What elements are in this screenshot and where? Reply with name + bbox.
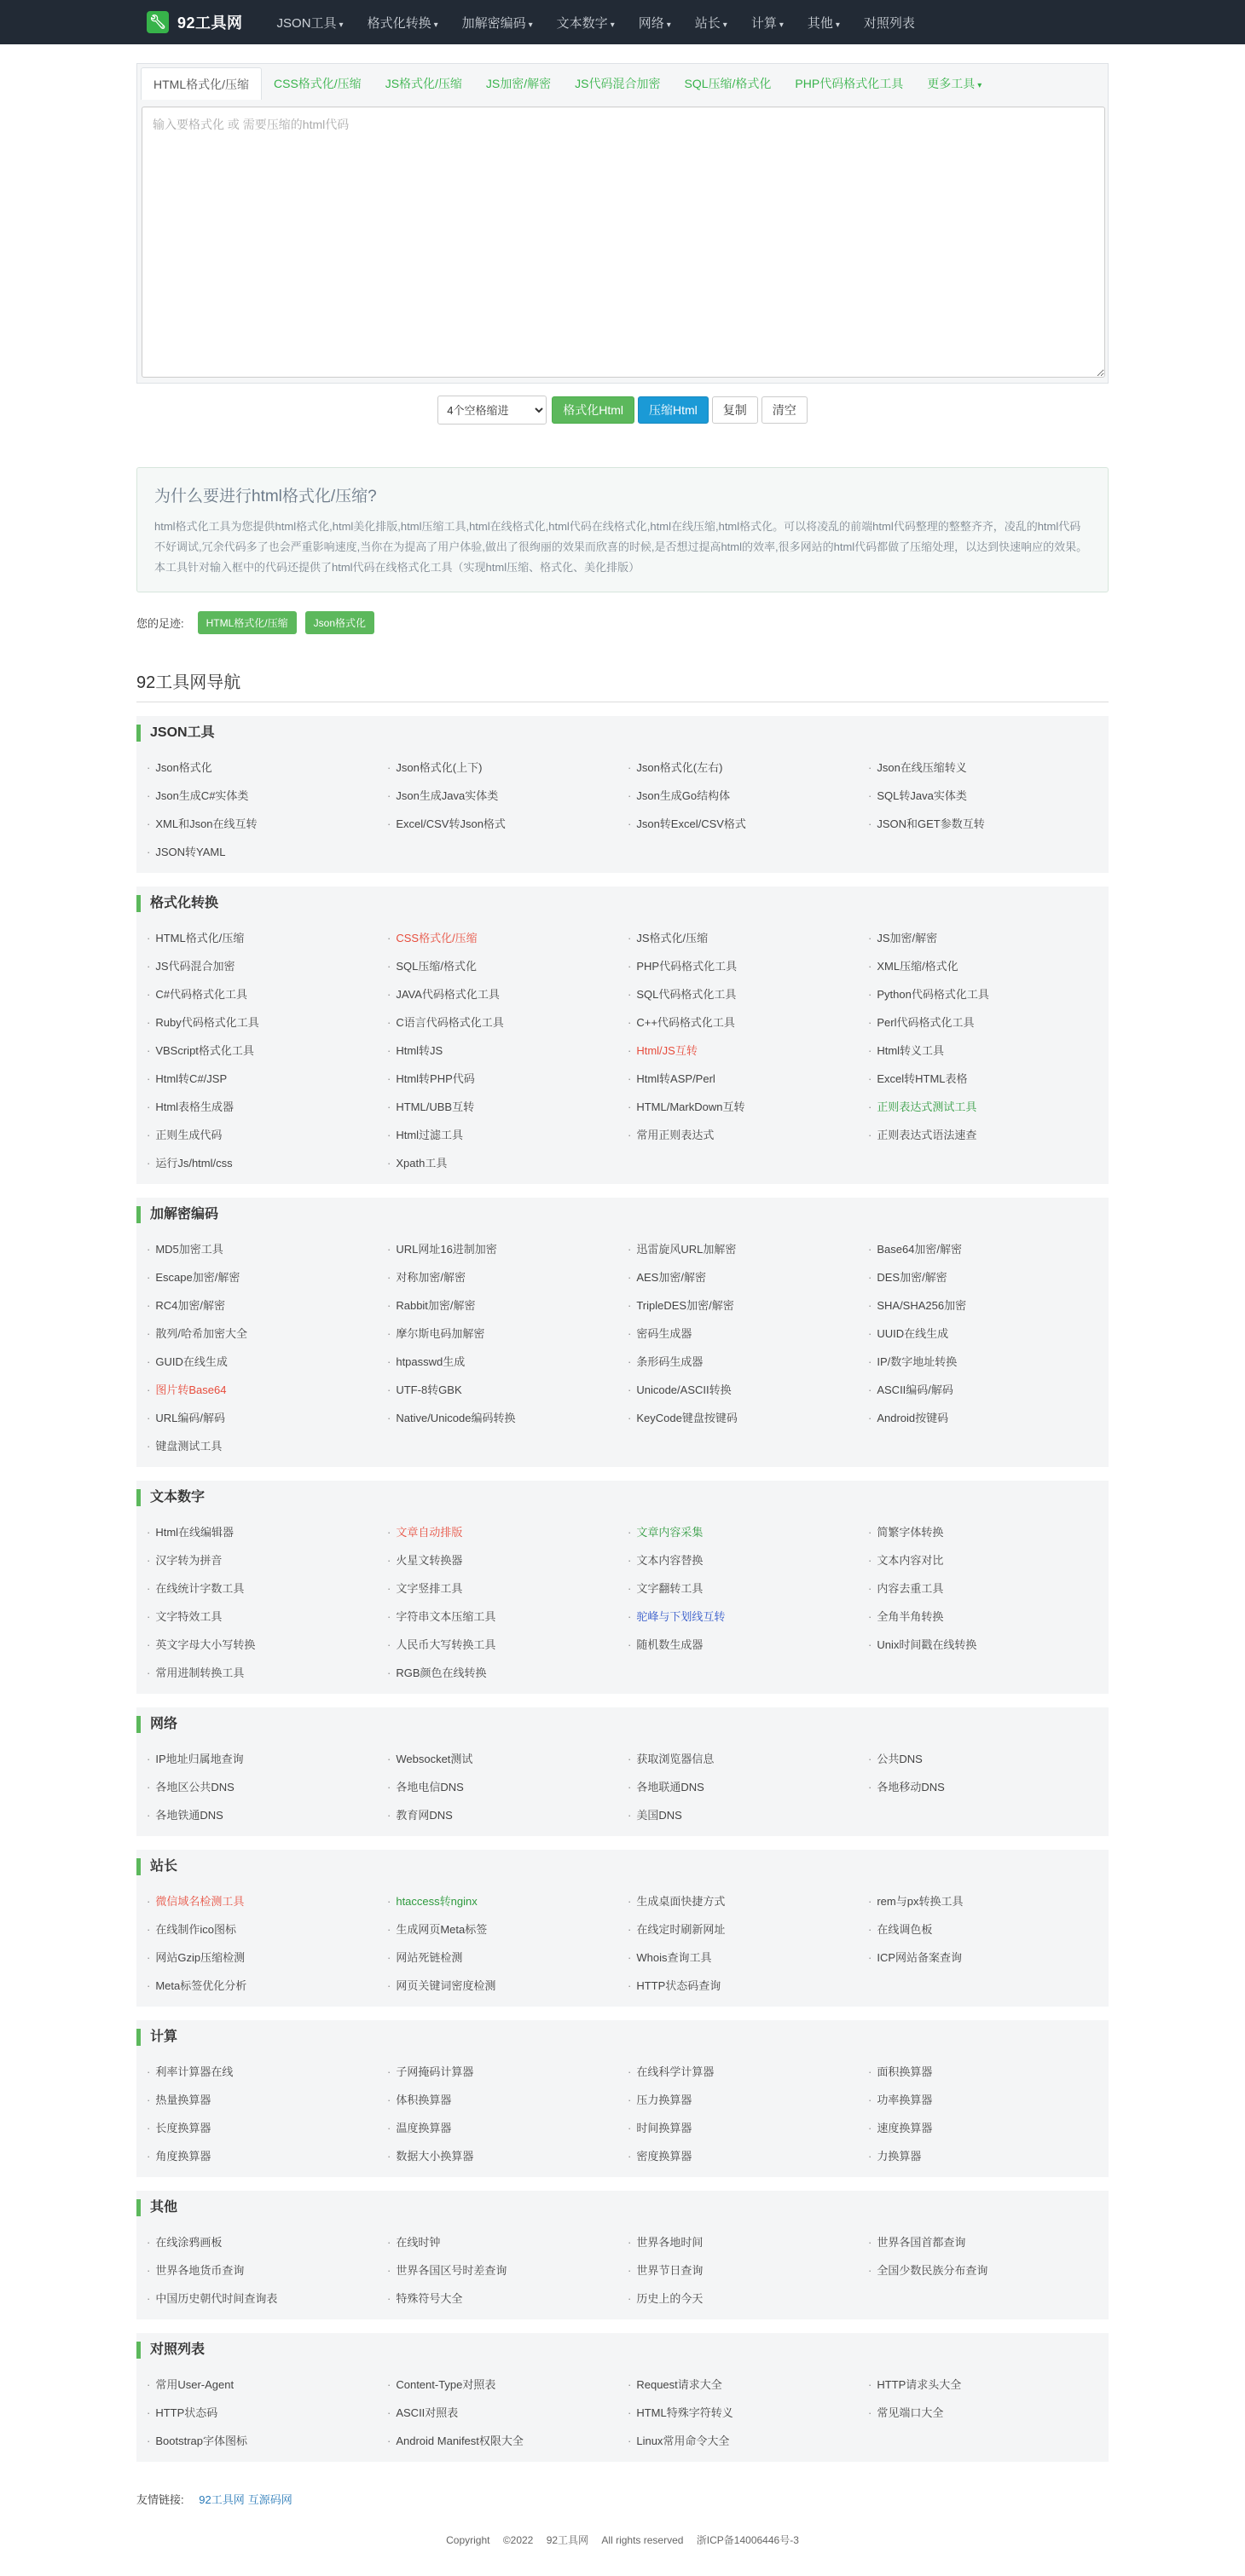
tool-link[interactable]: · 公共DNS	[868, 1745, 1109, 1773]
tool-link[interactable]: · 正则表达式测试工具	[868, 1093, 1109, 1121]
friend-links-label: 友情链接:	[136, 2493, 184, 2506]
tool-link[interactable]: · RC4加密/解密	[147, 1291, 387, 1320]
tool-link[interactable]: · 运行Js/html/css	[147, 1149, 387, 1177]
category-link-grid	[136, 2058, 1109, 2170]
tool-link[interactable]: · Json格式化	[147, 754, 387, 782]
tool-link[interactable]: · Html转PHP代码	[387, 1065, 628, 1093]
compress-html-button[interactable]: 压缩Html	[638, 396, 709, 424]
tool-tab[interactable]	[673, 67, 784, 100]
tool-link[interactable]: · 全国少数民族分布查询	[868, 2256, 1109, 2284]
tool-link[interactable]: · 正则生成代码	[147, 1121, 387, 1149]
category-link-grid	[136, 924, 1109, 1177]
category-section	[136, 716, 1109, 873]
tool-link[interactable]: · UTF-8转GBK	[387, 1376, 628, 1404]
tool-link[interactable]: · 火星文转换器	[387, 1546, 628, 1574]
brand-logo[interactable]	[147, 11, 243, 33]
tool-link[interactable]: · 长度换算器	[147, 2114, 387, 2142]
tool-link[interactable]: · Request请求大全	[628, 2371, 868, 2399]
nav-menu-label: 其他	[807, 15, 833, 31]
tool-tab[interactable]	[563, 67, 672, 100]
tool-link[interactable]: · Excel转HTML表格	[868, 1065, 1109, 1093]
tool-link[interactable]: · 密码生成器	[628, 1320, 868, 1348]
tool-link[interactable]: · 字符串文本压缩工具	[387, 1603, 628, 1631]
clear-button[interactable]: 清空	[761, 396, 808, 424]
tool-link[interactable]: · Content-Type对照表	[387, 2371, 628, 2399]
category-title: 加解密编码	[136, 1206, 1109, 1223]
tool-link[interactable]: · 驼峰与下划线互转	[628, 1603, 868, 1631]
tool-link[interactable]: · 文本内容替换	[628, 1546, 868, 1574]
tool-link[interactable]: · IP地址归属地查询	[147, 1745, 387, 1773]
tool-tab[interactable]	[915, 67, 993, 100]
tool-link[interactable]: · UUID在线生成	[868, 1320, 1109, 1348]
tool-link[interactable]: · 对称加密/解密	[387, 1263, 628, 1291]
tool-link[interactable]: · 随机数生成器	[628, 1631, 868, 1659]
tool-link[interactable]: · 在线统计字数工具	[147, 1574, 387, 1603]
tool-link[interactable]: · XML和Json在线互转	[147, 810, 387, 838]
nav-menu-label: 计算	[750, 15, 777, 31]
tool-link[interactable]: · htpasswd生成	[387, 1348, 628, 1376]
tool-link[interactable]: · SQL压缩/格式化	[387, 952, 628, 980]
tool-link[interactable]: · VBScript格式化工具	[147, 1037, 387, 1065]
tool-link[interactable]: · 在线时钟	[387, 2228, 628, 2256]
tool-link[interactable]: · Base64加密/解密	[868, 1235, 1109, 1263]
tool-link[interactable]: · 键盘测试工具	[147, 1432, 387, 1460]
tool-tab[interactable]	[374, 67, 474, 100]
nav-menu-item[interactable]	[796, 14, 852, 32]
nav-menu-item[interactable]	[545, 14, 627, 32]
tool-link[interactable]: · Rabbit加密/解密	[387, 1291, 628, 1320]
category-section	[136, 1850, 1109, 2007]
tool-link[interactable]: · JS代码混合加密	[147, 952, 387, 980]
tool-link[interactable]: · 网站死链检测	[387, 1944, 628, 1972]
tool-link[interactable]: · 迅雷旋风URL加解密	[628, 1235, 868, 1263]
tool-link[interactable]: · 各地铁通DNS	[147, 1801, 387, 1829]
tool-link[interactable]: · Native/Unicode编码转换	[387, 1404, 628, 1432]
tool-link[interactable]: · 生成桌面快捷方式	[628, 1887, 868, 1915]
tool-link[interactable]: · Json生成Go结构体	[628, 782, 868, 810]
category-list	[136, 716, 1109, 2462]
tool-link[interactable]: · Html转义工具	[868, 1037, 1109, 1065]
tool-link[interactable]: · Whois查询工具	[628, 1944, 868, 1972]
tool-link[interactable]: · AES加密/解密	[628, 1263, 868, 1291]
tool-link[interactable]: · Json生成Java实体类	[387, 782, 628, 810]
category-link-grid	[136, 1518, 1109, 1687]
tool-link[interactable]: · Json生成C#实体类	[147, 782, 387, 810]
tool-link[interactable]: · 汉字转为拼音	[147, 1546, 387, 1574]
main-container	[136, 63, 1109, 2576]
footprint-label: 您的足迹:	[136, 617, 184, 630]
tool-link[interactable]: · 文字竖排工具	[387, 1574, 628, 1603]
tool-link[interactable]: · JSON和GET参数互转	[868, 810, 1109, 838]
nav-menu-label: 文本数字	[556, 15, 608, 31]
tool-link[interactable]: · MD5加密工具	[147, 1235, 387, 1263]
tool-link[interactable]: · KeyCode键盘按键码	[628, 1404, 868, 1432]
nav-menu-item[interactable]	[356, 14, 450, 32]
tool-link[interactable]: · Html/JS互转	[628, 1037, 868, 1065]
tool-link[interactable]: · 时间换算器	[628, 2114, 868, 2142]
category-title: JSON工具	[136, 725, 1109, 742]
tool-link[interactable]: · 文章内容采集	[628, 1518, 868, 1546]
tool-link[interactable]: · 在线调色板	[868, 1915, 1109, 1944]
tool-link[interactable]: · URL编码/解码	[147, 1404, 387, 1432]
tool-link[interactable]: · 历史上的今天	[628, 2284, 868, 2313]
tool-link[interactable]: · 在线科学计算器	[628, 2058, 868, 2086]
tool-link[interactable]: · 各地移动DNS	[868, 1773, 1109, 1801]
nav-menu-item[interactable]	[450, 14, 545, 32]
tool-link[interactable]: · 在线涂鸦画板	[147, 2228, 387, 2256]
tool-link[interactable]: · 密度换算器	[628, 2142, 868, 2170]
tool-link[interactable]: · C++代码格式化工具	[628, 1008, 868, 1037]
category-title: 格式化转换	[136, 895, 1109, 912]
tool-link[interactable]: · Unicode/ASCII转换	[628, 1376, 868, 1404]
tool-link[interactable]: · HTTP状态码查询	[628, 1972, 868, 2000]
tool-link[interactable]: · 微信域名检测工具	[147, 1887, 387, 1915]
format-html-button[interactable]: 格式化Html	[552, 396, 634, 424]
tool-link[interactable]: · HTTP请求头大全	[868, 2371, 1109, 2399]
tool-link[interactable]: · 文本内容对比	[868, 1546, 1109, 1574]
tool-link[interactable]: · HTML/MarkDown互转	[628, 1093, 868, 1121]
tool-link[interactable]: · HTTP状态码	[147, 2399, 387, 2427]
tool-link[interactable]: · 体积换算器	[387, 2086, 628, 2114]
tool-link[interactable]: · Excel/CSV转Json格式	[387, 810, 628, 838]
tool-link[interactable]: · Escape加密/解密	[147, 1263, 387, 1291]
footprint-bar	[136, 611, 1109, 634]
footer-site: 92工具网	[546, 2534, 589, 2546]
tool-link[interactable]: · 内容去重工具	[868, 1574, 1109, 1603]
copy-button[interactable]: 复制	[712, 396, 758, 424]
caret-down-icon: ▾	[977, 81, 982, 90]
tool-link[interactable]: · Websocket测试	[387, 1745, 628, 1773]
category-link-grid	[136, 1745, 1109, 1829]
tool-link[interactable]: · 摩尔斯电码加解密	[387, 1320, 628, 1348]
tool-link[interactable]: · 数据大小换算器	[387, 2142, 628, 2170]
tool-link[interactable]: · 世界各地时间	[628, 2228, 868, 2256]
tool-link[interactable]: · Android按键码	[868, 1404, 1109, 1432]
tool-link[interactable]: · 面积换算器	[868, 2058, 1109, 2086]
category-title: 其他	[136, 2199, 1109, 2216]
tool-link[interactable]: · 各地联通DNS	[628, 1773, 868, 1801]
indent-select[interactable]	[437, 396, 547, 425]
tool-link[interactable]: · 生成网页Meta标签	[387, 1915, 628, 1944]
caret-down-icon: ▾	[779, 20, 784, 30]
tool-link[interactable]: · IP/数字地址转换	[868, 1348, 1109, 1376]
tool-link[interactable]: · Ruby代码格式化工具	[147, 1008, 387, 1037]
nav-menu-label: 格式化转换	[367, 15, 431, 31]
tool-link[interactable]: · 英文字母大小写转换	[147, 1631, 387, 1659]
tool-tab-label: PHP代码格式化工具	[795, 77, 904, 90]
tool-link[interactable]: · 世界各国首都查询	[868, 2228, 1109, 2256]
tool-link[interactable]: · 力换算器	[868, 2142, 1109, 2170]
tool-tab[interactable]	[474, 67, 563, 100]
tool-link[interactable]: · 各地电信DNS	[387, 1773, 628, 1801]
tool-link[interactable]: · JS加密/解密	[868, 924, 1109, 952]
tool-link[interactable]: · 压力换算器	[628, 2086, 868, 2114]
wrench-icon: 🔧︎	[147, 11, 169, 33]
html-code-input[interactable]	[142, 107, 1105, 378]
tool-link[interactable]: · 条形码生成器	[628, 1348, 868, 1376]
tool-link[interactable]: · 简繁字体转换	[868, 1518, 1109, 1546]
brand-name: 92工具网	[177, 14, 243, 32]
tool-panel	[136, 63, 1109, 384]
tool-link[interactable]: · htaccess转nginx	[387, 1887, 628, 1915]
tool-link[interactable]: · 热量换算器	[147, 2086, 387, 2114]
nav-menu-item[interactable]	[739, 14, 796, 32]
tool-tab[interactable]	[783, 67, 915, 100]
tool-link[interactable]: · 世界各地货币查询	[147, 2256, 387, 2284]
tool-link[interactable]: · HTML/UBB互转	[387, 1093, 628, 1121]
footer-copyright: Copyright	[446, 2534, 490, 2546]
tool-link[interactable]: · 人民币大写转换工具	[387, 1631, 628, 1659]
category-link-grid	[136, 2228, 1109, 2313]
nav-menu-label: 对照列表	[863, 15, 915, 31]
tool-link[interactable]: · 文章自动排版	[387, 1518, 628, 1546]
category-section	[136, 2333, 1109, 2462]
tool-link[interactable]: · RGB颜色在线转换	[387, 1659, 628, 1687]
tool-link[interactable]: · 常用进制转换工具	[147, 1659, 387, 1687]
tool-link[interactable]: · PHP代码格式化工具	[628, 952, 868, 980]
tool-link[interactable]: · DES加密/解密	[868, 1263, 1109, 1291]
tool-link[interactable]: · Html转C#/JSP	[147, 1065, 387, 1093]
tool-link[interactable]: · ASCII对照表	[387, 2399, 628, 2427]
tool-link[interactable]: · SQL代码格式化工具	[628, 980, 868, 1008]
tool-link[interactable]: · 温度换算器	[387, 2114, 628, 2142]
tool-link[interactable]: · ICP网站备案查询	[868, 1944, 1109, 1972]
footprint-item[interactable]: HTML格式化/压缩	[198, 611, 297, 634]
tool-link[interactable]: · 角度换算器	[147, 2142, 387, 2170]
tool-link[interactable]: · GUID在线生成	[147, 1348, 387, 1376]
category-link-grid	[136, 1235, 1109, 1460]
tool-link[interactable]: · 美国DNS	[628, 1801, 868, 1829]
caret-down-icon: ▾	[610, 20, 615, 30]
nav-menu-item[interactable]	[627, 14, 683, 32]
nav-title: 92工具网导航	[136, 668, 1109, 702]
tool-link[interactable]: · JSON转YAML	[147, 838, 387, 866]
category-title: 文本数字	[136, 1489, 1109, 1506]
tool-link[interactable]: · 速度换算器	[868, 2114, 1109, 2142]
tool-link[interactable]: · Html转ASP/Perl	[628, 1065, 868, 1093]
tool-link[interactable]: · C语言代码格式化工具	[387, 1008, 628, 1037]
tool-link[interactable]: · 图片转Base64	[147, 1376, 387, 1404]
footer-year: ©2022	[502, 2534, 534, 2546]
tool-tab-label: 更多工具	[927, 77, 976, 90]
tool-link[interactable]: · 文字翻转工具	[628, 1574, 868, 1603]
tool-link[interactable]: · Bootstrap字体图标	[147, 2427, 387, 2455]
tool-link[interactable]: · HTML格式化/压缩	[147, 924, 387, 952]
category-title: 计算	[136, 2029, 1109, 2046]
tool-link[interactable]: · ASCII编码/解码	[868, 1376, 1109, 1404]
tool-tab-label: JS加密/解密	[485, 77, 552, 90]
caret-down-icon: ▾	[722, 20, 727, 30]
tool-link[interactable]: · Html过滤工具	[387, 1121, 628, 1149]
info-text: html格式化工具为您提供html格式化,html美化排版,html压缩工具,html在线格式化,html代码在线格式化,html在线压缩,html格式化。可以将凌乱的前端html代码整理的整整齐齐，凌乱的html代码不好调试,冗余代码多了也会严重影响速度,当你在为提高了用户体验,做出了很绚丽的效果而欣喜的时候,是否想过提高html的效率,很多网站的html代码都做了压缩处理，以达到快速响应的效果。本工具针对输入框中的代码还提供了html代码在线格式化工具（实现html压缩、格式化、美化排版）	[154, 520, 1088, 574]
tool-link[interactable]: · URL网址16进制加密	[387, 1235, 628, 1263]
tool-link[interactable]: · Html表格生成器	[147, 1093, 387, 1121]
friend-links	[136, 2491, 1109, 2507]
tool-link[interactable]: · TripleDES加密/解密	[628, 1291, 868, 1320]
tool-link[interactable]: · 全角半角转换	[868, 1603, 1109, 1631]
caret-down-icon: ▾	[528, 20, 533, 30]
tool-link[interactable]: · JAVA代码格式化工具	[387, 980, 628, 1008]
tool-link[interactable]: · Json转Excel/CSV格式	[628, 810, 868, 838]
tool-tab[interactable]	[141, 67, 262, 100]
nav-menu-item[interactable]	[265, 14, 356, 32]
tool-link[interactable]: · JS格式化/压缩	[628, 924, 868, 952]
tool-link[interactable]: · XML压缩/格式化	[868, 952, 1109, 980]
tool-link[interactable]: · 利率计算器在线	[147, 2058, 387, 2086]
tool-link[interactable]: · 各地区公共DNS	[147, 1773, 387, 1801]
tool-link[interactable]: · 特殊符号大全	[387, 2284, 628, 2313]
tool-tab-label: CSS格式化/压缩	[274, 77, 362, 90]
tool-link[interactable]: · Python代码格式化工具	[868, 980, 1109, 1008]
tool-link[interactable]: · HTML特殊字符转义	[628, 2399, 868, 2427]
category-section	[136, 2020, 1109, 2177]
tool-link[interactable]: · 世界节日查询	[628, 2256, 868, 2284]
category-link-grid	[136, 2371, 1109, 2455]
tool-link[interactable]: · C#代码格式化工具	[147, 980, 387, 1008]
caret-down-icon: ▾	[666, 20, 671, 30]
category-title: 网络	[136, 1716, 1109, 1733]
tool-tab-label: SQL压缩/格式化	[684, 77, 772, 90]
info-box	[136, 467, 1109, 592]
tool-link[interactable]: · Android Manifest权限大全	[387, 2427, 628, 2455]
tool-link[interactable]: · Json格式化(左右)	[628, 754, 868, 782]
footer	[136, 2533, 1109, 2576]
category-title: 站长	[136, 1858, 1109, 1875]
footer-rights: All rights reserved	[601, 2534, 684, 2546]
nav-menu-label: JSON工具	[276, 15, 337, 31]
info-title: 为什么要进行html格式化/压缩?	[154, 488, 377, 505]
main-menu	[265, 14, 927, 32]
tool-link[interactable]: · Html转JS	[387, 1037, 628, 1065]
nav-menu-label: 加解密编码	[461, 15, 526, 31]
tool-link[interactable]: · SHA/SHA256加密	[868, 1291, 1109, 1320]
tool-link[interactable]: · 文字特效工具	[147, 1603, 387, 1631]
category-section	[136, 1707, 1109, 1836]
tool-link[interactable]: · 常见端口大全	[868, 2399, 1109, 2427]
tool-link[interactable]: · 子网掩码计算器	[387, 2058, 628, 2086]
category-link-grid	[136, 1887, 1109, 2000]
tool-tab-label: HTML格式化/压缩	[153, 78, 249, 91]
tool-link[interactable]: · 功率换算器	[868, 2086, 1109, 2114]
footer-icp[interactable]: 浙ICP备14006446号-3	[696, 2534, 799, 2546]
tool-link[interactable]: · Unix时间戳在线转换	[868, 1631, 1109, 1659]
navbar-inner	[147, 11, 1119, 33]
tool-tab-label: JS代码混合加密	[575, 77, 661, 90]
tool-link[interactable]: · 获取浏览器信息	[628, 1745, 868, 1773]
friend-link[interactable]: 互源码网	[247, 2493, 292, 2506]
category-section	[136, 1481, 1109, 1694]
tool-link[interactable]: · 在线定时刷新网址	[628, 1915, 868, 1944]
category-section	[136, 2191, 1109, 2319]
tool-link[interactable]: · CSS格式化/压缩	[387, 924, 628, 952]
tool-link[interactable]: · 网页关键词密度检测	[387, 1972, 628, 2000]
category-section	[136, 1198, 1109, 1467]
top-navbar	[0, 0, 1245, 44]
tool-link[interactable]: · 散列/哈希加密大全	[147, 1320, 387, 1348]
tool-link[interactable]: · Json在线压缩转义	[868, 754, 1109, 782]
tool-tab-label: JS格式化/压缩	[385, 77, 462, 90]
tool-link[interactable]: · 世界各国区号时差查询	[387, 2256, 628, 2284]
tool-link[interactable]: · 常用User-Agent	[147, 2371, 387, 2399]
tool-link[interactable]: · Perl代码格式化工具	[868, 1008, 1109, 1037]
tool-link[interactable]: · 网站Gzip压缩检测	[147, 1944, 387, 1972]
category-link-grid	[136, 754, 1109, 866]
action-bar	[136, 396, 1109, 425]
caret-down-icon: ▾	[339, 20, 344, 30]
tool-tabs	[141, 64, 1104, 100]
category-title: 对照列表	[136, 2342, 1109, 2359]
tool-link[interactable]: · 中国历史朝代时间查询表	[147, 2284, 387, 2313]
tool-link[interactable]: · Meta标签优化分析	[147, 1972, 387, 2000]
tool-link[interactable]: · 在线制作ico图标	[147, 1915, 387, 1944]
nav-menu-label: 网络	[638, 15, 664, 31]
tool-link[interactable]: · Xpath工具	[387, 1149, 628, 1177]
nav-menu-label: 站长	[694, 15, 721, 31]
caret-down-icon: ▾	[433, 20, 438, 30]
tool-link[interactable]: · Linux常用命令大全	[628, 2427, 868, 2455]
nav-menu-item[interactable]	[683, 14, 739, 32]
tool-link[interactable]: · 常用正则表达式	[628, 1121, 868, 1149]
category-section	[136, 887, 1109, 1184]
tool-link[interactable]: · Json格式化(上下)	[387, 754, 628, 782]
tool-link[interactable]: · 教育网DNS	[387, 1801, 628, 1829]
caret-down-icon: ▾	[835, 20, 840, 30]
tool-link[interactable]: · rem与px转换工具	[868, 1887, 1109, 1915]
tool-tab[interactable]	[262, 67, 374, 100]
friend-link[interactable]: 92工具网	[199, 2493, 245, 2506]
tool-link[interactable]: · Html在线编辑器	[147, 1518, 387, 1546]
tool-link[interactable]: · 正则表达式语法速查	[868, 1121, 1109, 1149]
nav-menu-item[interactable]	[852, 14, 927, 32]
tool-link[interactable]: · SQL转Java实体类	[868, 782, 1109, 810]
footprint-item[interactable]: Json格式化	[305, 611, 374, 634]
